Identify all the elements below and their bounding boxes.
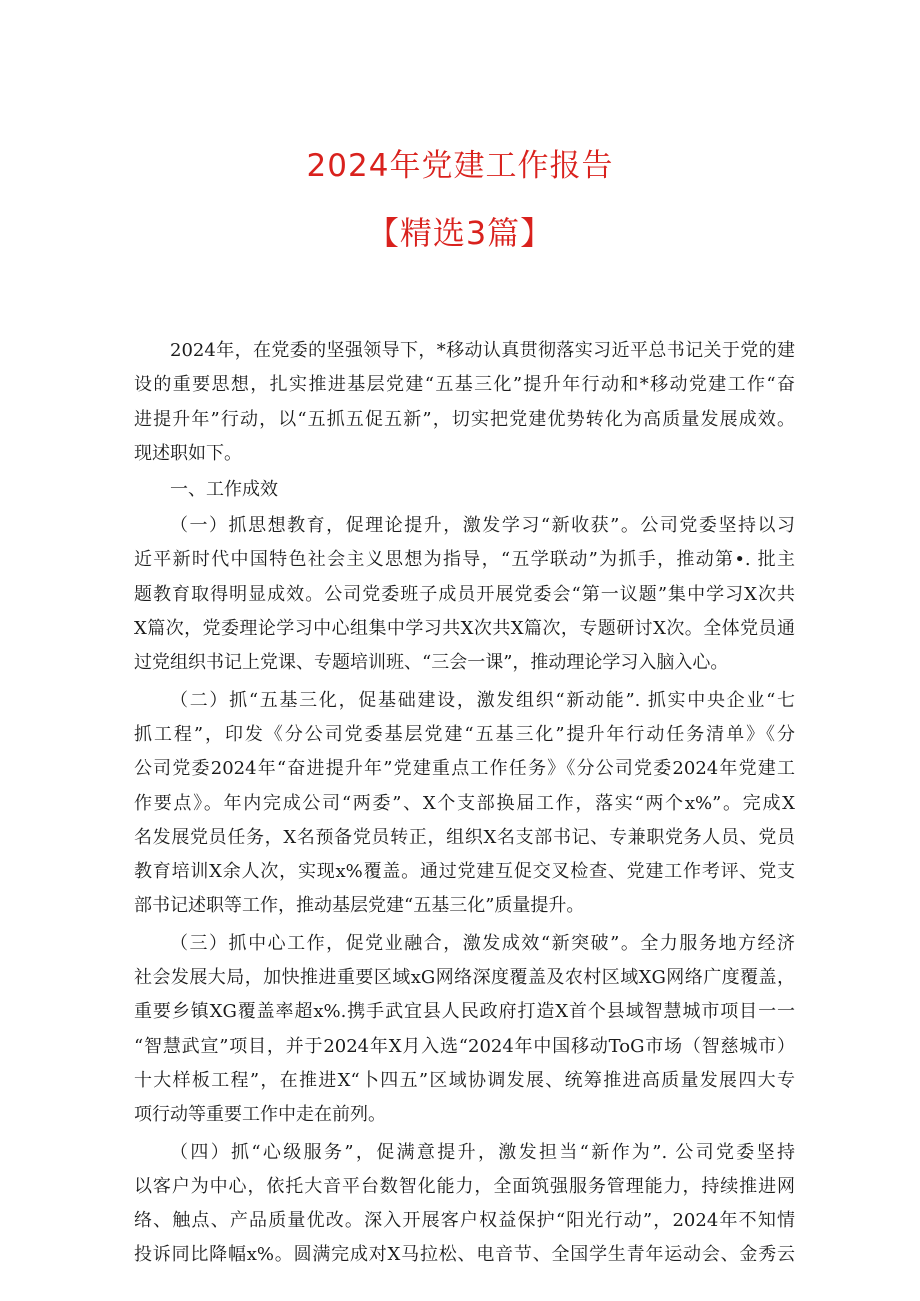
paragraph-line: 抓工程”，印发《分公司党委基层党建“五基三化”提升年行动任务清单》《分 bbox=[134, 723, 795, 745]
paragraph-line: 公司党委2024年“奋进提升年”党建重点工作任务》《分公司党委2024年党建工 bbox=[134, 758, 795, 780]
paragraph-line: 项行动等重要工作中走在前列。 bbox=[134, 1104, 386, 1126]
document-subtitle: 【精选3篇】 bbox=[366, 214, 554, 252]
paragraph-line: 以客户为中心，依托大音平台数智化能力，全面筑强服务管理能力，持续推进网 bbox=[134, 1175, 795, 1197]
paragraph-line: （二）抓“五基三化，促基础建设，激发组织“新动能”. 抓实中央企业“七 bbox=[170, 689, 795, 711]
section-paragraph-4 bbox=[134, 1136, 795, 1273]
paragraph-line: 设的重要思想，扎实推进基层党建“五基三化”提升年行动和*移动党建工作“奋 bbox=[134, 374, 795, 396]
paragraph-line: 社会发展大局，加快推进重要区域xG网络深度覆盖及农村区域XG网络广度覆盖， bbox=[134, 967, 795, 989]
intro-paragraph bbox=[134, 334, 795, 471]
paragraph-line: 过党组织书记上党课、专题培训班、“三会一课”，推动理论学习入脑入心。 bbox=[134, 652, 729, 674]
paragraph-line: X篇次，党委理论学习中心组集中学习共X次共X篇次，专题研讨X次。全体党员通 bbox=[134, 618, 795, 640]
paragraph-line: 十大样板工程”，在推进X“卜四五”区域协调发展、统筹推进高质量发展四大专 bbox=[134, 1069, 795, 1091]
paragraph-line: 部书记述职等工作，推动基层党建“五基三化”质量提升。 bbox=[134, 895, 585, 917]
document-title: 2024年党建工作报告 bbox=[306, 148, 614, 184]
paragraph-line: 进提升年”行动，以“五抓五促五新”，切实把党建优势转化为高质量发展成效。 bbox=[134, 408, 795, 430]
document-body bbox=[134, 334, 795, 1273]
section-paragraph-3 bbox=[134, 927, 795, 1133]
paragraph-line: 题教育取得明显成效。公司党委班子成员开展党委会“第一议题”集中学习X次共 bbox=[134, 583, 795, 605]
paragraph-line: “智慧武宣”项目，并于2024年X月入选“2024年中国移动ToG市场（智慈城市） bbox=[134, 1035, 795, 1057]
paragraph-line: 名发展党员任务，X名预备党员转正，组织X名支部书记、专兼职党务人员、党员 bbox=[134, 826, 795, 848]
paragraph-line: 络、触点、产品质量优改。深入开展客户权益保护“阳光行动”，2024年不知情 bbox=[134, 1210, 795, 1232]
section-paragraph-1 bbox=[134, 509, 795, 680]
paragraph-line: 教育培训X余人次，实现x%覆盖。通过党建互促交叉检查、党建工作考评、党支 bbox=[134, 861, 795, 883]
paragraph-line: （一）抓思想教育，促理论提升，激发学习“新收获”。公司党委坚持以习 bbox=[170, 515, 795, 537]
paragraph-line: 2024年，在党委的坚强领导下，*移动认真贯彻落实习近平总书记关于党的建 bbox=[170, 340, 795, 361]
paragraph-line: 现述职如下。 bbox=[134, 442, 242, 464]
section-paragraph-2 bbox=[134, 684, 795, 924]
section-heading: 一、工作成效 bbox=[170, 479, 278, 501]
paragraph-line: 近平新时代中国特色社会主义思想为指导，“五学联动”为抓手，推动第•. 批主 bbox=[134, 549, 795, 571]
paragraph-line: （三）抓中心工作，促党业融合，激发成效“新突破”。全力服务地方经济 bbox=[170, 932, 795, 954]
paragraph-line: 投诉同比降幅x%。圆满完成对X马拉松、电音节、全国学生青年运动会、金秀云 bbox=[134, 1244, 795, 1266]
paragraph-line: 重要乡镇XG覆盖率超x%.携手武宜县人民政府打造X首个县域智慧城市项目一一 bbox=[134, 1001, 795, 1023]
paragraph-line: （四）抓“心级服务”，促满意提升，激发担当“新作为”. 公司党委坚持 bbox=[170, 1141, 795, 1163]
paragraph-line: 作要点》。年内完成公司“两委”、X个支部换届工作，落实“两个x%”。完成X bbox=[134, 792, 795, 814]
